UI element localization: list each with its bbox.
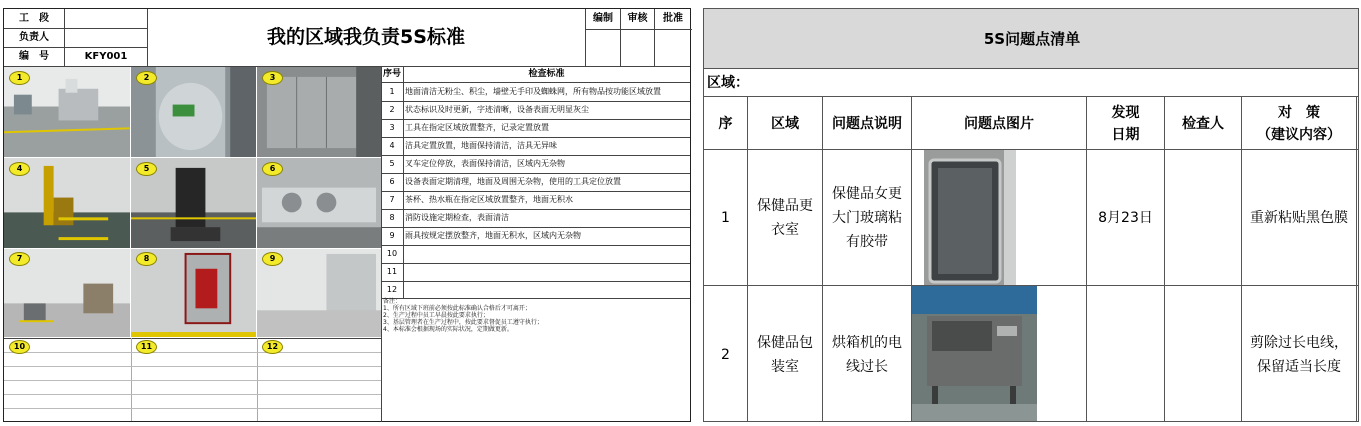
criteria-number: 7 (389, 195, 395, 204)
photo-number-badge: 3 (262, 71, 283, 85)
photo-number-badge: 8 (136, 252, 157, 266)
five-s-standard-sheet (3, 8, 691, 422)
criteria-text (405, 281, 689, 299)
criteria-number: 11 (386, 267, 398, 276)
issue-list-title: 5S问题点清单 (704, 9, 1359, 69)
criteria-number: 5 (389, 159, 395, 168)
header-issue: 问题点说明 (832, 116, 902, 132)
photo-number-badge: 5 (136, 162, 157, 176)
criteria-text: 叉车定位停放，表面保持清洁，区域内无杂物 (405, 159, 565, 168)
criteria-text: 雨具按规定摆放整齐，地面无积水，区域内无杂物 (405, 231, 581, 240)
row-number: 1 (721, 209, 730, 226)
criteria-text: 茶杯、热水瓶在指定区域放置整齐，地面无积水 (405, 195, 573, 204)
header-date: 发现 日期 (1111, 105, 1140, 143)
row-date (1087, 286, 1164, 422)
row-date: 8月23日 (1098, 209, 1153, 226)
criteria-text: 消防设施定期检查，表面清洁 (405, 213, 509, 222)
issue-photo-oven (912, 286, 1037, 422)
criteria-number: 1 (389, 87, 395, 96)
photo-number-badge: 12 (262, 340, 283, 354)
notes-line: 2、生产过程中员工早晨按此要求执行； (383, 312, 489, 319)
criteria-text: 状态标识及时更新，字迹清晰，设备表面无明显灰尘 (405, 105, 589, 114)
notes-line: 4、本标准会根据现场的实际状况，定期做更新。 (383, 326, 513, 333)
approval-prepared-label: 编制 (593, 13, 613, 24)
criteria-number-header: 序号 (382, 69, 401, 79)
approval-approved-label: 批准 (663, 13, 683, 24)
criteria-number: 6 (389, 177, 395, 186)
header-action: 对 策 （建议内容） (1257, 105, 1341, 143)
meta-value-owner (66, 30, 146, 46)
photo-number-badge: 7 (9, 252, 30, 266)
row-inspector (1165, 150, 1241, 285)
meta-label-code: 编 号 (19, 51, 49, 62)
row-issue: 烘箱机的电线过长 (832, 334, 902, 375)
header-inspector: 检查人 (1182, 116, 1224, 132)
row-number: 2 (721, 346, 730, 363)
photo-number-badge: 4 (9, 162, 30, 176)
photo-number-badge: 1 (9, 71, 30, 85)
criteria-text (405, 263, 689, 281)
meta-label-owner: 负责人 (19, 32, 49, 43)
header-no: 序 (718, 116, 733, 132)
photo-number-badge: 10 (9, 340, 30, 354)
criteria-number: 8 (389, 213, 395, 222)
criteria-number: 10 (386, 249, 398, 258)
header-area: 区域 (771, 116, 799, 132)
header-photo: 问题点图片 (964, 116, 1034, 132)
photo-number-badge: 11 (136, 340, 157, 354)
notes-line: 1、所有区域下班前必须按此标准确认合格后才可离开； (383, 305, 531, 312)
meta-value-section (66, 11, 146, 27)
row-area: 保健品包装室 (757, 334, 813, 375)
meta-label-section: 工 段 (19, 13, 49, 24)
criteria-number: 3 (389, 123, 395, 132)
meta-value-code: KFY001 (84, 51, 128, 62)
approval-reviewed-label: 审核 (627, 13, 648, 24)
criteria-number: 4 (389, 141, 395, 150)
photo-number-badge: 2 (136, 71, 157, 85)
row-inspector (1165, 286, 1241, 422)
criteria-text: 工具在指定区域放置整齐，记录定置放置 (405, 123, 549, 132)
notes-heading: 备注： (383, 298, 402, 305)
criteria-number: 9 (389, 231, 395, 240)
notes-line: 3、基层管理者在生产过程中，按此要求督促员工遵守执行； (383, 319, 543, 326)
row-action: 重新粘贴黑色膜 (1250, 209, 1348, 226)
criteria-text: 洁具定置放置，地面保持清洁，洁具无异味 (405, 141, 557, 150)
photo-number-badge: 6 (262, 162, 283, 176)
row-action: 剪除过长电线，保留适当长度 (1250, 334, 1348, 375)
row-issue: 保健品女更大门玻璃粘有胶带 (832, 185, 902, 250)
photo-number-badge: 9 (262, 252, 283, 266)
notes-block (383, 298, 683, 333)
criteria-text (405, 245, 689, 263)
criteria-text: 地面清洁无粉尘、积尘，墙壁无手印及蜘蛛网，所有物品按功能区域放置 (405, 87, 661, 96)
criteria-text: 设备表面定期清理，地面及周围无杂物，使用的工具定位放置 (405, 177, 621, 186)
area-label: 区域： (707, 75, 749, 91)
issue-photo-door (924, 150, 1016, 285)
document-title: 我的区域我负责5S标准 (267, 26, 465, 48)
five-s-issue-list (703, 8, 1359, 422)
row-area: 保健品更衣室 (757, 197, 813, 238)
criteria-text-header: 检查标准 (528, 69, 565, 79)
criteria-number: 12 (386, 285, 398, 294)
criteria-number: 2 (389, 105, 395, 114)
